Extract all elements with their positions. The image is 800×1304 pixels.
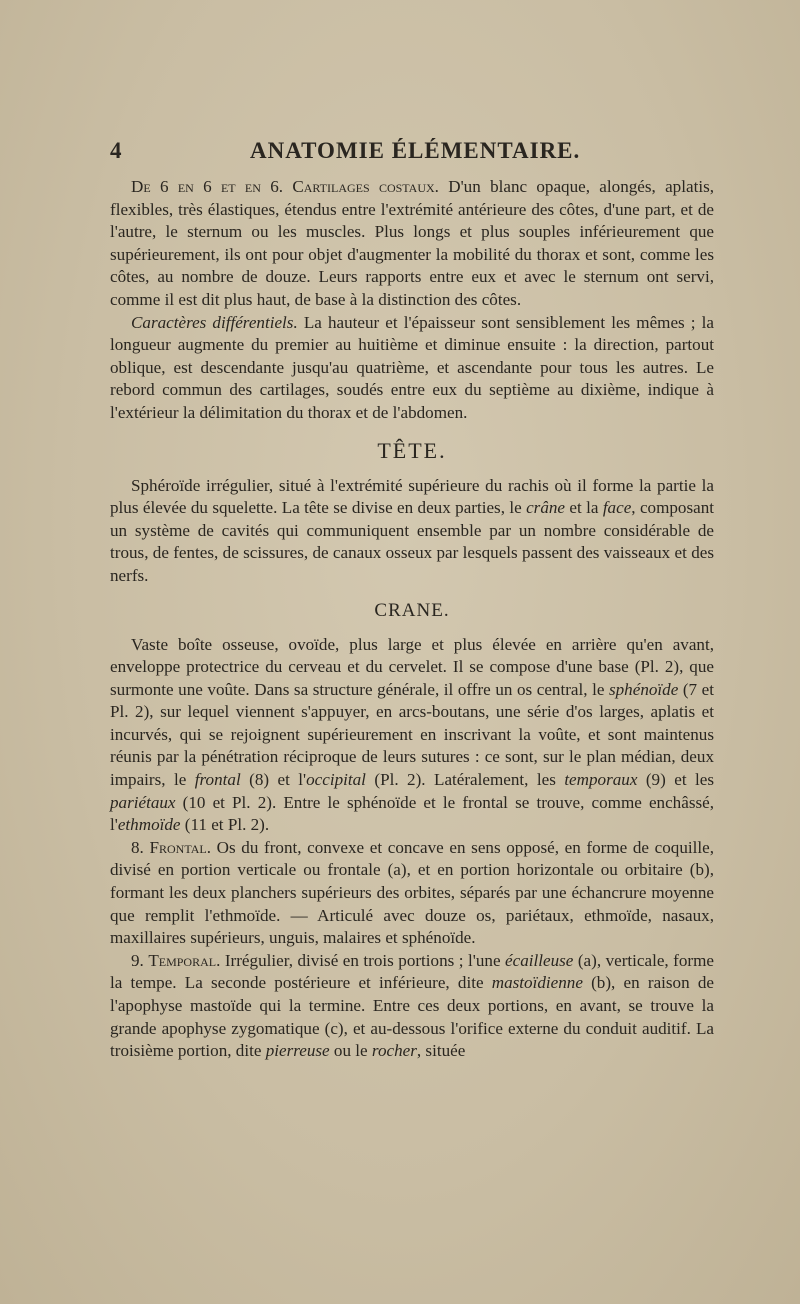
italic-term: occipital bbox=[306, 770, 366, 790]
entry-number: 8. bbox=[131, 837, 144, 857]
paragraph-crane bbox=[110, 634, 714, 837]
italic-term: face bbox=[602, 498, 632, 518]
page-header bbox=[110, 138, 714, 172]
text-run: , située bbox=[416, 1041, 466, 1061]
entry-title-cartilages: Cartilages costaux. bbox=[292, 177, 439, 196]
paragraph-caracteres bbox=[110, 312, 714, 425]
text-run: (b), en raison de l'apophyse mastoïde qui la termine. Entre ces deux portions, en avant, se trouve la grande apophyse zygomatique (c), et au-dessous l'orifice externe du conduit auditif. La troisième portion, dite bbox=[110, 973, 714, 1061]
paragraph-text: La hauteur et l'épaisseur sont sensiblement les mêmes ; la longueur augmente du premier au huitième et diminue ensuite : la direction, partout oblique, est descendante jusqu'au quatrième, et ascendante pour tous les autres. Le rebord commun des cartilages, soudés entre eux du septième au dixième, indique à l'extérieur la délimitation du thorax et de l'abdomen. bbox=[110, 312, 714, 422]
book-page bbox=[110, 138, 714, 1063]
section-heading-tete: TÊTE. bbox=[377, 437, 447, 463]
text-run: (9) et les bbox=[637, 770, 715, 790]
paragraph-frontal bbox=[110, 837, 714, 950]
text-run: (8) et l' bbox=[240, 770, 307, 790]
text-run: (11 et Pl. 2). bbox=[180, 815, 270, 835]
text-run: (Pl. 2). Latéralement, les bbox=[365, 770, 565, 790]
italic-term: crâne bbox=[526, 498, 565, 518]
section-heading-crane: CRANE. bbox=[374, 599, 450, 621]
text-run: et la bbox=[565, 498, 603, 518]
italic-term: Caractères différentiels. bbox=[131, 312, 298, 332]
italic-term: sphénoïde bbox=[608, 679, 679, 699]
rib-range: De 6 en 6 et en 6. bbox=[131, 177, 284, 196]
italic-term: pariétaux bbox=[110, 792, 176, 812]
italic-term: frontal bbox=[194, 770, 241, 790]
entry-title-temporal: Temporal. bbox=[148, 950, 221, 970]
text-run: , composant un système de cavités qui communiquent ensemble par un nombre considérable de trous, de fentes, de scissures, de canaux osseux par lesquels passent des vaisseaux et des nerfs. bbox=[110, 498, 715, 585]
text-run: (7 et Pl. 2), sur lequel viennent s'appuyer, en arcs-boutans, une série d'os larges, aplatis et incurvés, qui se rejoignent supérieurement en inscrivant la voûte, et sont maintenus réunis par la pénétration réciproque de leurs sutures : ce sont, sur le plan médian, deux impairs, le bbox=[110, 679, 714, 790]
paragraph-cartilages bbox=[110, 176, 714, 312]
italic-term: pierreuse bbox=[265, 1041, 330, 1061]
italic-term: mastoïdienne bbox=[491, 973, 583, 993]
paragraph-temporal bbox=[110, 950, 714, 1063]
italic-term: temporaux bbox=[564, 770, 638, 790]
text-run: ou le bbox=[329, 1041, 372, 1061]
italic-term: rocher bbox=[371, 1041, 417, 1061]
running-title: ANATOMIE ÉLÉMENTAIRE. bbox=[250, 138, 581, 163]
page-number: 4 bbox=[110, 138, 122, 163]
paragraph-tete bbox=[110, 475, 714, 588]
paragraph-text: D'un blanc opaque, alongés, aplatis, flexibles, très élastiques, étendus entre l'extrémité antérieure des côtes, d'une part, et de l'autre, le sternum ou les muscles. Plus longs et plus souples inférieurement que supérieurement, ils ont pour objet d'augmenter la mobilité du thorax et sont, comme les côtes, au nombre de douze. Leurs rapports entre eux et avec le sternum ont servi, comme il est dit plus haut, de base à la distinction des côtes. bbox=[110, 177, 714, 309]
entry-number: 9. bbox=[131, 950, 144, 970]
italic-term: ethmoïde bbox=[117, 815, 181, 835]
entry-title-frontal: Frontal. bbox=[149, 837, 211, 857]
text-run: Sphéroïde irrégulier, situé à l'extrémité supérieure du rachis où il forme la partie la plus élevée du squelette. La tête se divise en deux parties, le bbox=[110, 475, 714, 518]
text-run: Irrégulier, divisé en trois portions ; l'une bbox=[220, 950, 506, 970]
text-run: (a), verticale, forme la tempe. La seconde postérieure et inférieure, dite bbox=[110, 950, 714, 993]
text-run: (10 et Pl. 2). Entre le sphénoïde et le frontal se trouve, comme enchâssé, l' bbox=[110, 792, 714, 835]
paragraph-text: Os du front, convexe et concave en sens opposé, en forme de coquille, divisé en portion verticale ou frontale (a), et en portion horizontale ou orbitaire (b), formant les deux planchers supérieurs des orbites, séparés par une échancrure moyenne que remplit l'ethmoïde. — Articulé avec douze os, pariétaux, ethmoïde, nasaux, maxillaires supérieurs, unguis, malaires et sphénoïde. bbox=[110, 837, 714, 948]
italic-term: écailleuse bbox=[505, 950, 574, 970]
text-run: Vaste boîte osseuse, ovoïde, plus large et plus élevée en arrière qu'en avant, enveloppe protectrice du cerveau et du cervelet. Il se compose d'une base (Pl. 2), que surmonte une voûte. Dans sa structure générale, il offre un os central, le bbox=[110, 634, 714, 699]
